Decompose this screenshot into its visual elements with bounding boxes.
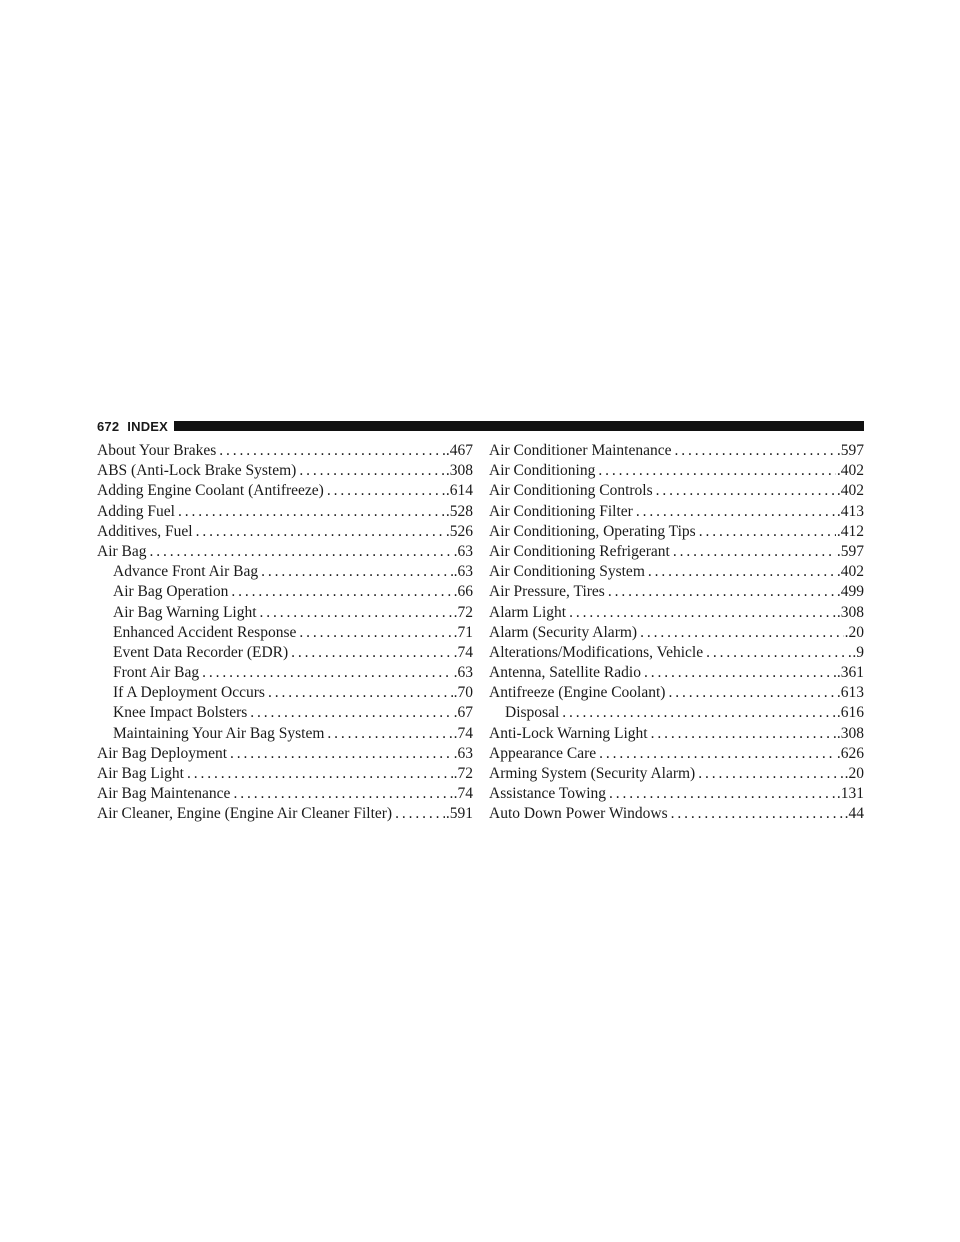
dot-leader (656, 482, 836, 500)
dot-leader (299, 624, 452, 642)
entry-page-number: .597 (836, 442, 864, 459)
entry-title: Air Bag Maintenance (97, 785, 231, 803)
header-label (97, 419, 168, 434)
entry-page-number: .308 (836, 724, 864, 742)
index-subentry (97, 563, 473, 583)
entry-title: ABS (Anti-Lock Brake System) (97, 462, 297, 480)
dot-leader (609, 785, 836, 803)
entry-page-number: .74 (453, 785, 473, 803)
dot-leader (327, 482, 445, 500)
index-column-left (97, 442, 473, 826)
dot-leader (698, 765, 843, 783)
page-number: 672 (97, 418, 120, 434)
dot-leader (640, 624, 844, 642)
index-subentry (97, 583, 473, 603)
index-entry (97, 523, 473, 543)
entry-title: Air Conditioning (489, 462, 596, 480)
entry-page-number: .20 (844, 765, 864, 782)
index-entry (489, 503, 864, 523)
entry-page-number: .361 (836, 664, 864, 682)
entry-page-number: .70 (453, 684, 473, 702)
index-subentry (97, 604, 473, 624)
header-rule (174, 421, 864, 431)
dot-leader (636, 503, 836, 521)
index-subentry (97, 725, 473, 745)
entry-title: Air Bag Operation (113, 583, 229, 601)
entry-page-number: .613 (836, 684, 864, 702)
index-entry (489, 745, 864, 765)
dot-leader (395, 805, 445, 823)
entry-title: Additives, Fuel (97, 522, 193, 540)
dot-leader (608, 583, 836, 601)
index-subentry (97, 664, 473, 684)
entry-page-number: .9 (852, 643, 864, 661)
entry-title: Appearance Care (489, 744, 597, 762)
index-entry (489, 563, 864, 583)
entry-title: Assistance Towing (489, 785, 607, 803)
entry-title: Disposal (505, 704, 560, 722)
index-subentry (97, 624, 473, 644)
entry-title: Air Conditioning Filter (489, 502, 633, 520)
index-entry (489, 805, 864, 825)
index-entry (489, 543, 864, 563)
entry-title: Anti-Lock Warning Light (489, 724, 648, 742)
dot-leader (569, 604, 836, 622)
entry-page-number: .402 (836, 563, 864, 581)
dot-leader (196, 523, 445, 541)
dot-leader (230, 745, 453, 763)
section-title: INDEX (127, 418, 169, 434)
index-subentry (97, 684, 473, 704)
dot-leader (150, 543, 453, 561)
index-entry (97, 805, 473, 825)
entry-page-number: .20 (844, 623, 864, 641)
entry-page-number: .72 (453, 603, 473, 621)
entry-title: Event Data Recorder (EDR) (113, 643, 289, 661)
dot-leader (268, 684, 453, 702)
entry-page-number: .63 (453, 563, 473, 581)
index-entry (97, 745, 473, 765)
entry-page-number: .63 (453, 664, 473, 682)
entry-title: Knee Impact Bolsters (113, 704, 248, 722)
entry-page-number: .591 (445, 805, 473, 823)
entry-title: Alarm Light (489, 603, 567, 621)
entry-title: Air Conditioning Controls (489, 482, 653, 500)
index-entry (489, 482, 864, 502)
index-entry (97, 503, 473, 523)
dot-leader (202, 664, 453, 682)
dot-leader (219, 442, 445, 460)
entry-page-number: .63 (453, 744, 473, 762)
index-entry (97, 482, 473, 502)
entry-page-number: .308 (445, 462, 473, 480)
index-entry (489, 523, 864, 543)
index-entry (489, 684, 864, 704)
entry-page-number: .614 (445, 482, 473, 500)
dot-leader (675, 442, 836, 460)
entry-title: Antifreeze (Engine Coolant) (489, 684, 666, 702)
entry-page-number: .499 (836, 583, 864, 601)
entry-title: Antenna, Satellite Radio (489, 664, 641, 682)
index-entry (489, 725, 864, 745)
entry-page-number: .63 (453, 542, 473, 560)
entry-page-number: .402 (836, 462, 864, 480)
index-entry (489, 644, 864, 664)
entry-page-number: .402 (836, 482, 864, 500)
entry-page-number: .66 (453, 583, 473, 601)
dot-leader (668, 684, 835, 702)
dot-leader (644, 664, 836, 682)
entry-page-number: .74 (453, 724, 473, 742)
entry-page-number: .528 (445, 502, 473, 520)
dot-leader (250, 704, 452, 722)
index-entry (97, 785, 473, 805)
entry-page-number: .467 (445, 442, 473, 459)
entry-page-number: .71 (453, 623, 473, 641)
index-entry (489, 765, 864, 785)
dot-leader (598, 462, 836, 480)
entry-title: Air Conditioning, Operating Tips (489, 522, 696, 540)
dot-leader (648, 563, 836, 581)
dot-leader (706, 644, 851, 662)
index-entry (489, 624, 864, 644)
entry-page-number: .131 (836, 785, 864, 803)
entry-title: Alarm (Security Alarm) (489, 623, 638, 641)
entry-title: Air Bag Light (97, 765, 184, 782)
index-subentry (489, 704, 864, 724)
dot-leader (327, 725, 452, 743)
dot-leader (187, 765, 453, 783)
index-entry (489, 785, 864, 805)
dot-leader (673, 543, 836, 561)
entry-page-number: .616 (836, 704, 864, 722)
entry-title: Front Air Bag (113, 664, 200, 682)
index-column-right (489, 442, 864, 826)
dot-leader (291, 644, 452, 662)
entry-title: Air Cleaner, Engine (Engine Air Cleaner Filter) (97, 805, 393, 823)
index-entry (97, 442, 473, 462)
dot-leader (599, 745, 836, 763)
dot-leader (260, 604, 453, 622)
index-subentry (97, 704, 473, 724)
entry-title: Air Conditioning Refrigerant (489, 542, 670, 560)
dot-leader (562, 704, 836, 722)
entry-title: Auto Down Power Windows (489, 805, 668, 823)
entry-page-number: .72 (453, 765, 473, 782)
entry-page-number: .413 (836, 502, 864, 520)
entry-title: Maintaining Your Air Bag System (113, 724, 325, 742)
index-entry (489, 583, 864, 603)
entry-page-number: .67 (453, 704, 473, 722)
entry-title: Air Bag Deployment (97, 744, 228, 762)
entry-page-number: .526 (445, 522, 473, 540)
entry-title: Alterations/Modifications, Vehicle (489, 643, 704, 661)
page-header (97, 416, 864, 436)
index-entry (489, 604, 864, 624)
entry-title: Air Conditioning System (489, 563, 645, 581)
dot-leader (299, 462, 445, 480)
entry-title: Air Conditioner Maintenance (489, 442, 672, 459)
entry-title: Air Bag (97, 542, 147, 560)
entry-page-number: .74 (453, 643, 473, 661)
entry-title: Arming System (Security Alarm) (489, 765, 696, 782)
entry-title: Enhanced Accident Response (113, 623, 297, 641)
entry-title: About Your Brakes (97, 442, 217, 459)
entry-page-number: .308 (836, 603, 864, 621)
index-entry (97, 462, 473, 482)
entry-page-number: .597 (836, 542, 864, 560)
entry-title: Adding Fuel (97, 502, 175, 520)
index-entry (489, 664, 864, 684)
dot-leader (178, 503, 445, 521)
entry-page-number: .412 (836, 522, 864, 540)
entry-title: If A Deployment Occurs (113, 684, 265, 702)
dot-leader (231, 583, 452, 601)
dot-leader (651, 725, 836, 743)
index-entry (489, 442, 864, 462)
entry-title: Air Bag Warning Light (113, 603, 257, 621)
entry-title: Advance Front Air Bag (113, 563, 259, 581)
index-entry (97, 765, 473, 785)
index-subentry (97, 644, 473, 664)
dot-leader (699, 523, 836, 541)
dot-leader (261, 563, 453, 581)
dot-leader (671, 805, 844, 823)
dot-leader (233, 785, 452, 803)
index-entry (97, 543, 473, 563)
entry-page-number: .44 (844, 805, 864, 823)
entry-title: Adding Engine Coolant (Antifreeze) (97, 482, 324, 500)
entry-page-number: .626 (836, 744, 864, 762)
entry-title: Air Pressure, Tires (489, 583, 605, 601)
index-entry (489, 462, 864, 482)
